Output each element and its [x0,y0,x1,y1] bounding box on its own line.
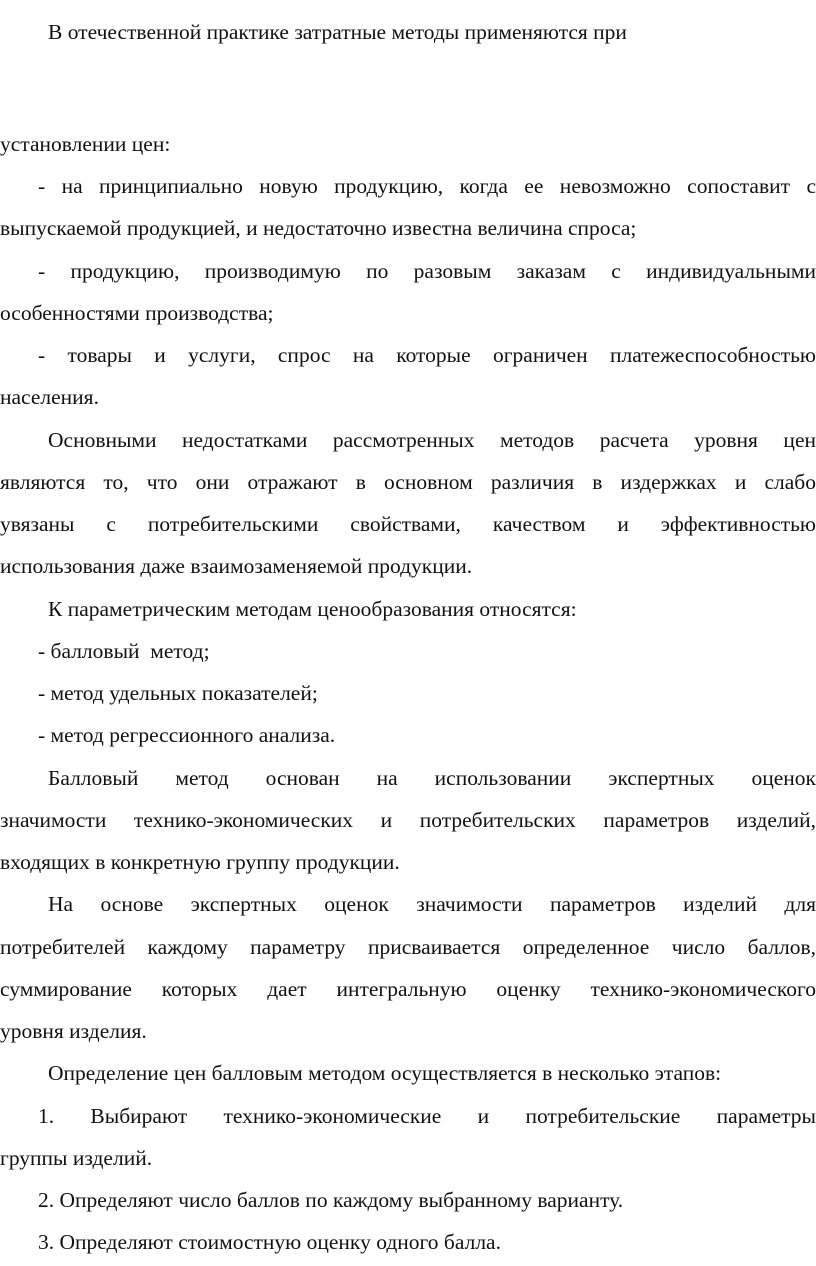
text-line: входящих в конкретную группу продукции. [0,850,400,874]
text-line: группы изделий. [0,1146,153,1170]
text-line: являются то, что они отражают в основном различия в издержках и слабо [0,470,816,494]
text-line: населения. [0,385,99,409]
text-line: Определение цен балловым методом осуществляется в несколько этапов: [48,1061,722,1085]
text-line: значимости технико-экономических и потребительских параметров изделий, [0,808,816,832]
text-line: 3. Определяют стоимостную оценку одного балла. [38,1230,501,1254]
text-line: установлении цен: [0,132,171,156]
text-line: Основными недостатками рассмотренных методов расчета уровня цен [48,428,816,452]
text-line: потребителей каждому параметру присваивается определенное число баллов, [0,935,816,959]
text-line: - продукцию, производимую по разовым заказам с индивидуальными [38,259,816,283]
text-line: - метод регрессионного анализа. [38,723,336,747]
text-line: - балловый метод; [38,639,210,663]
text-line: использования даже взаимозаменяемой продукции. [0,554,473,578]
text-line: - метод удельных показателей; [38,681,318,705]
text-line: Балловый метод основан на использовании экспертных оценок [48,766,816,790]
text-line: - товары и услуги, спрос на которые ограничен платежеспособностью [38,343,816,367]
text-line: 2. Определяют число баллов по каждому выбранному варианту. [38,1188,624,1212]
text-line: - на принципиально новую продукцию, когда ее невозможно сопоставит с [38,174,816,198]
text-line: особенностями производства; [0,301,274,325]
text-line: суммирование которых дает интегральную оценку технико-экономического [0,977,816,1001]
text-line: К параметрическим методам ценообразования относятся: [48,597,577,621]
text-line: уровня изделия. [0,1019,147,1043]
text-line: увязаны с потребительскими свойствами, качеством и эффективностью [0,512,816,536]
text-line: выпускаемой продукцией, и недостаточно известна величина спроса; [0,216,637,240]
text-line: 1. Выбирают технико-экономические и потребительские параметры [38,1104,816,1128]
text-line: В отечественной практике затратные методы применяются при [48,20,627,44]
text-line: На основе экспертных оценок значимости параметров изделий для [48,892,816,916]
